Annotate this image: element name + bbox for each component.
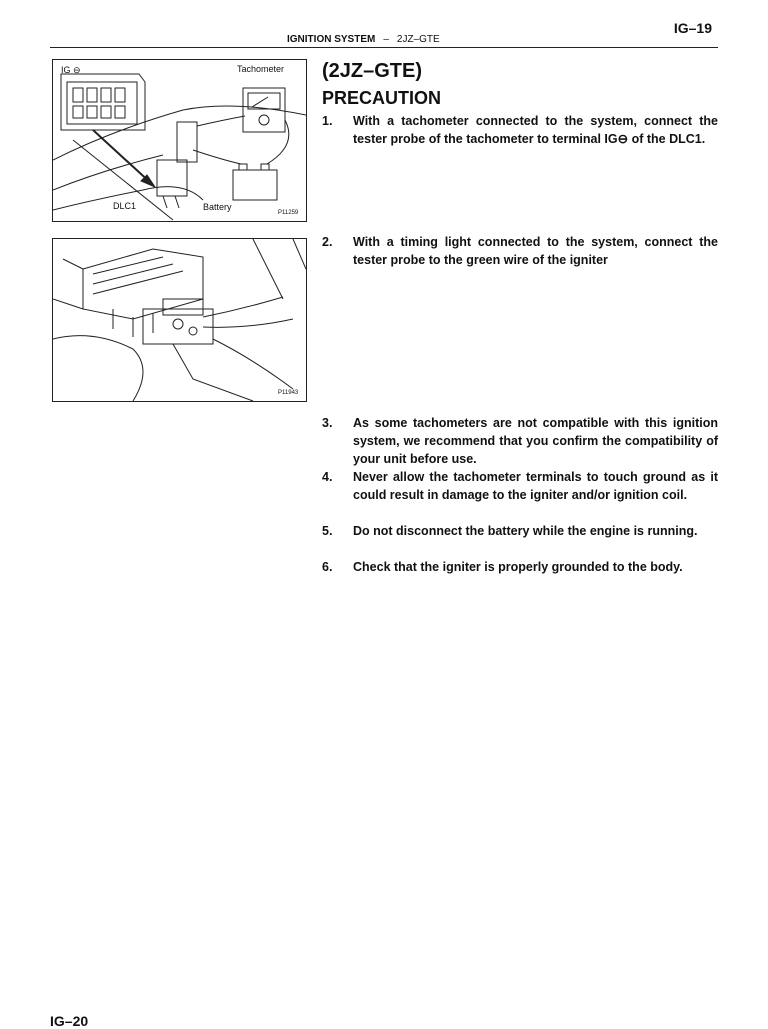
section-title: PRECAUTION bbox=[322, 88, 442, 108]
step-text: As some tachometers are not compatible with this ignition system, we recommend that you confirm the compatibility of your unit before use. bbox=[353, 416, 718, 466]
step-number: 2. bbox=[322, 235, 333, 249]
label-battery: Battery bbox=[203, 202, 232, 212]
label-ig: IG ⊖ bbox=[61, 65, 81, 75]
step-number: 1. bbox=[322, 114, 333, 128]
step-text: With a timing light connected to the system, connect the tester probe to the green wire of the igniter bbox=[353, 235, 718, 267]
step-item bbox=[322, 468, 718, 504]
step-text: Do not disconnect the battery while the engine is running. bbox=[353, 524, 698, 538]
figure-igniter-location bbox=[52, 238, 307, 402]
step-item bbox=[322, 112, 718, 148]
engine-bay-diagram bbox=[53, 239, 306, 401]
figure-tachometer-connection bbox=[52, 59, 307, 222]
tachometer-diagram bbox=[53, 60, 306, 221]
header-separator: – bbox=[383, 34, 389, 45]
step-item bbox=[322, 233, 718, 269]
step-text: Check that the igniter is properly grounded to the body. bbox=[353, 560, 683, 574]
step-text: Never allow the tachometer terminals to touch ground as it could result in damage to the igniter and/or ignition coil. bbox=[353, 470, 718, 502]
step-item bbox=[322, 522, 718, 540]
step-number: 3. bbox=[322, 416, 333, 430]
header-rule bbox=[50, 47, 718, 48]
step-text: With a tachometer connected to the system, connect the tester probe of the tachometer to terminal IG⊖ of the DLC1. bbox=[353, 114, 718, 146]
page-title: (2JZ–GTE) bbox=[322, 60, 423, 82]
section-name: IGNITION SYSTEM bbox=[287, 34, 376, 45]
step-number: 5. bbox=[322, 524, 333, 538]
figure-code: P11943 bbox=[278, 390, 299, 396]
page-number: IG–19 bbox=[673, 20, 712, 36]
step-number: 6. bbox=[322, 560, 333, 574]
step-number: 4. bbox=[322, 470, 333, 484]
engine-code: 2JZ–GTE bbox=[396, 34, 440, 45]
label-dlc1: DLC1 bbox=[113, 201, 137, 211]
label-tachometer: Tachometer bbox=[237, 64, 285, 74]
next-page-number: IG–20 bbox=[50, 1013, 89, 1029]
figure-code: P11259 bbox=[278, 210, 299, 216]
running-header bbox=[287, 34, 440, 45]
step-item bbox=[322, 558, 718, 576]
step-item bbox=[322, 414, 718, 468]
